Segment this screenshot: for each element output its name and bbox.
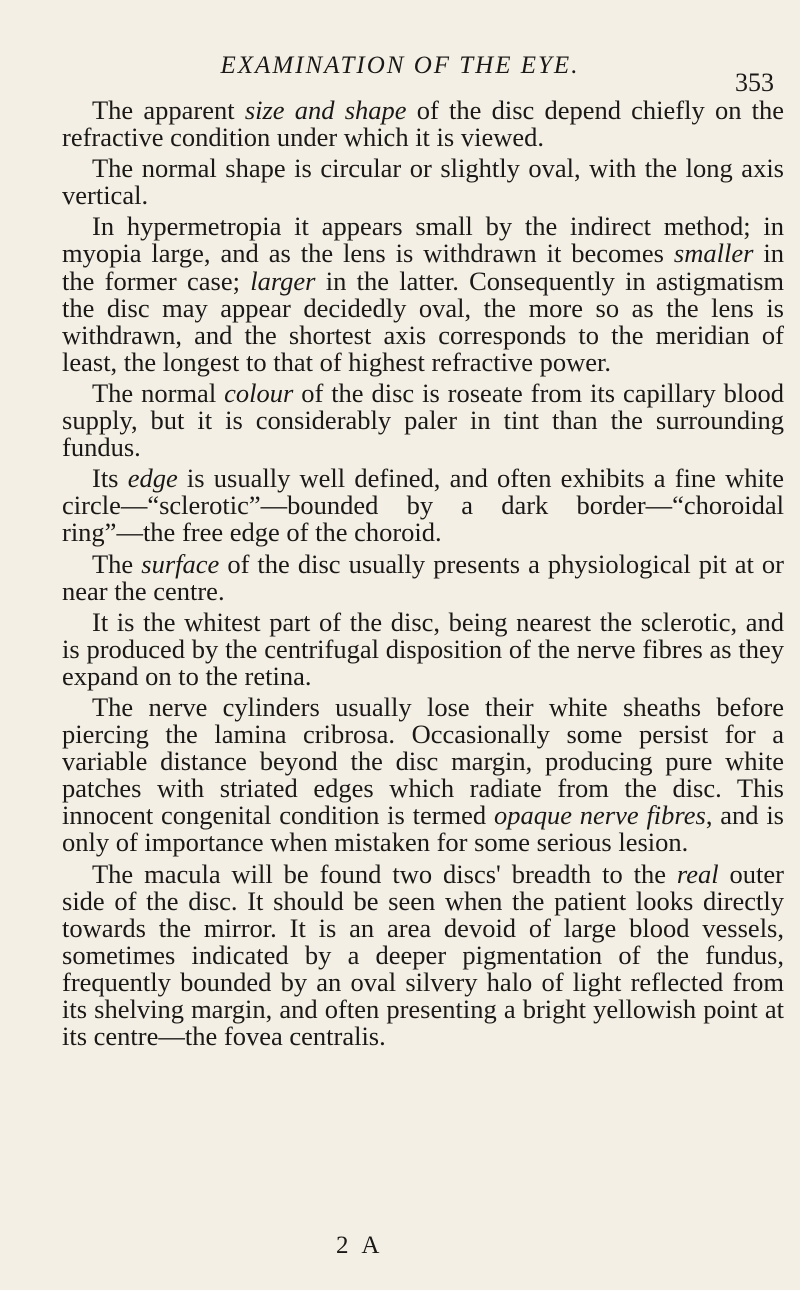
- text-segment: [285, 95, 295, 125]
- text-segment: in the former case;: [62, 238, 784, 296]
- paragraph-whitest-part: [62, 606, 784, 691]
- text-segment: outer side of the disc. It should be seen when the patient looks directly towards the mirror. It is an area devoid of large blood vessels, sometimes indicated by a deeper pigmentation of the fundus, frequently bounded by an oval silvery halo of light reflected from its shelving margin, and often presenting a bright yellowish point at its centre—the fovea centralis.: [62, 858, 785, 1052]
- paragraph-colour: [62, 377, 784, 463]
- paragraph-refraction: [62, 213, 784, 376]
- paragraph-macula: [62, 858, 785, 1052]
- text-segment: The apparent: [92, 95, 245, 125]
- text-segment: of the disc depend chiefly on the refractive condition under which it is viewed.: [62, 95, 785, 153]
- text-segment: The: [92, 548, 142, 579]
- text-segment: of the disc usually presents a physiological pit at or near the centre.: [62, 548, 784, 606]
- italic-term: and shape: [294, 95, 407, 125]
- text-segment: The normal shape is circular or slightly oval, with the long axis vertical.: [62, 153, 784, 211]
- italic-term: edge: [127, 463, 178, 494]
- paragraph-normal-shape: [62, 155, 784, 209]
- text-segment: Its: [92, 463, 128, 494]
- signature-mark: 2 A: [336, 1232, 384, 1259]
- italic-term: surface: [141, 548, 220, 579]
- italic-term: larger: [250, 265, 316, 296]
- text-segment: In hypermetropia it appears small by the indirect method; in myopia large, and as the lens is withdrawn it becomes: [62, 211, 784, 269]
- italic-term: smaller: [673, 238, 754, 269]
- text-segment: , and is only of importance when mistaken for some serious lesion.: [62, 800, 784, 858]
- page-number: 353: [735, 68, 774, 97]
- italic-term: real: [676, 858, 719, 889]
- paragraph-nerve-cylinders: [62, 691, 784, 858]
- italic-term: colour: [224, 377, 294, 408]
- italic-term: size: [244, 95, 285, 125]
- text-segment: It is the whitest part of the disc, being nearest the sclerotic, and is produced by the centrifugal disposition of the nerve fibres as they expand on to the retina.: [62, 606, 784, 691]
- paragraph-size-shape: [62, 97, 784, 151]
- paragraph-surface: [62, 548, 784, 606]
- text-segment: The macula will be found two discs' breadth to the: [92, 858, 677, 889]
- text-segment: in the latter. Consequently in astigmatism the disc may appear decidedly oval, the more so as the lens is withdrawn, and the shortest axis corresponds to the meridian of least, the longest to that of highest refractive power.: [62, 265, 785, 377]
- text-segment: is usually well defined, and often exhibits a fine white circle—“sclerotic”—bounded by a dark border—“choroidal ring”—the free edge of the choroid.: [62, 463, 784, 548]
- body-text: [62, 97, 784, 1054]
- text-segment: The normal: [92, 377, 225, 408]
- italic-term: opaque nerve fibres: [493, 800, 706, 831]
- running-head: EXAMINATION OF THE EYE.: [220, 52, 580, 79]
- text-segment: The nerve cylinders usually lose their white sheaths before piercing the lamina cribrosa. Occasionally some persist for a variable distance beyond the disc margin, producing pure white patches with striated edges which radiate from the disc. This innocent congenital condition is termed: [62, 691, 784, 831]
- text-segment: of the disc is roseate from its capillary blood supply, but it is considerably paler in tint than the surrounding fundus.: [62, 377, 784, 463]
- paragraph-edge: [62, 465, 784, 546]
